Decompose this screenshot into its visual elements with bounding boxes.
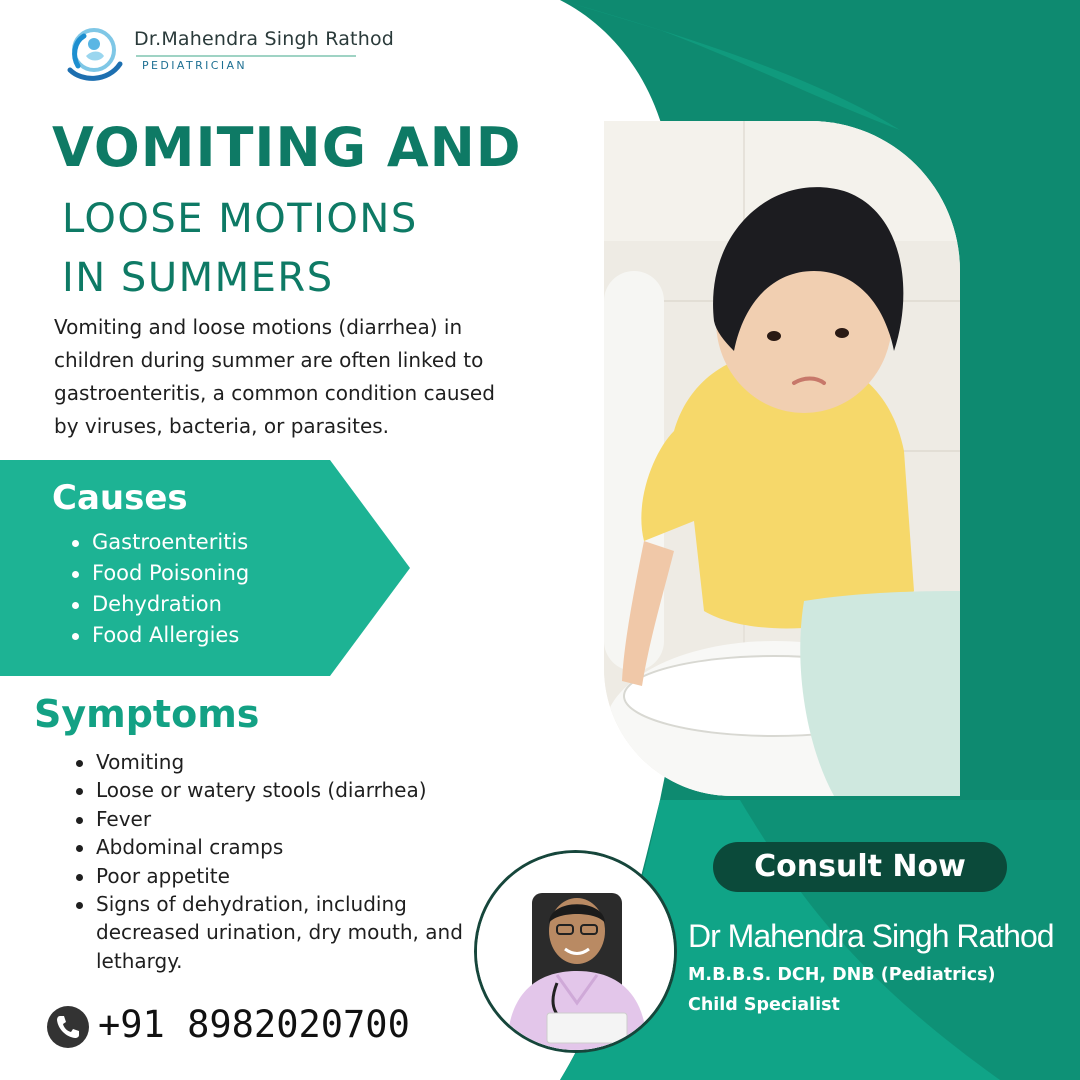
headline-line-2: LOOSE MOTIONS [62, 196, 418, 242]
symptom-item: Vomiting [76, 748, 496, 776]
brand-logo [62, 22, 402, 84]
doctor-illustration [477, 853, 674, 1050]
symptom-item: Fever [76, 805, 496, 833]
symptoms-heading: Symptoms [34, 692, 260, 736]
consult-now-button[interactable]: Consult Now [713, 842, 1007, 892]
cause-item: Dehydration [72, 589, 249, 620]
symptom-item: Poor appetite [76, 862, 496, 890]
cause-item: Gastroenteritis [72, 527, 249, 558]
cause-item: Food Allergies [72, 620, 249, 651]
doctor-portrait [474, 850, 677, 1053]
child-photo [604, 121, 960, 796]
symptom-item: Abdominal cramps [76, 833, 496, 861]
symptoms-list [76, 748, 496, 975]
logo-mark-icon [62, 22, 132, 84]
child-illustration [604, 121, 960, 796]
headline-line-1: VOMITING AND [52, 116, 522, 179]
causes-list [72, 527, 249, 651]
phone-number[interactable]: +91 8982020700 [98, 1003, 410, 1046]
doctor-specialty: Child Specialist [688, 995, 840, 1015]
intro-paragraph: Vomiting and loose motions (diarrhea) in children during summer are often linked to gastroenteritis, a common condition caused by viruses, bacteria, or parasites. [54, 315, 495, 438]
logo-subtitle: PEDIATRICIAN [142, 59, 248, 72]
causes-heading: Causes [52, 478, 188, 518]
logo-divider [136, 55, 356, 57]
cause-item: Food Poisoning [72, 558, 249, 589]
doctor-qualifications: M.B.B.S. DCH, DNB (Pediatrics) [688, 965, 996, 985]
phone-icon[interactable] [46, 1005, 90, 1049]
headline-line-3: IN SUMMERS [62, 255, 334, 301]
doctor-name: Dr Mahendra Singh Rathod [688, 918, 1054, 954]
symptom-item: Signs of dehydration, including decreased urination, dry mouth, and lethargy. [76, 890, 496, 975]
logo-name: Dr.Mahendra Singh Rathod [134, 28, 395, 50]
symptom-item: Loose or watery stools (diarrhea) [76, 776, 496, 804]
